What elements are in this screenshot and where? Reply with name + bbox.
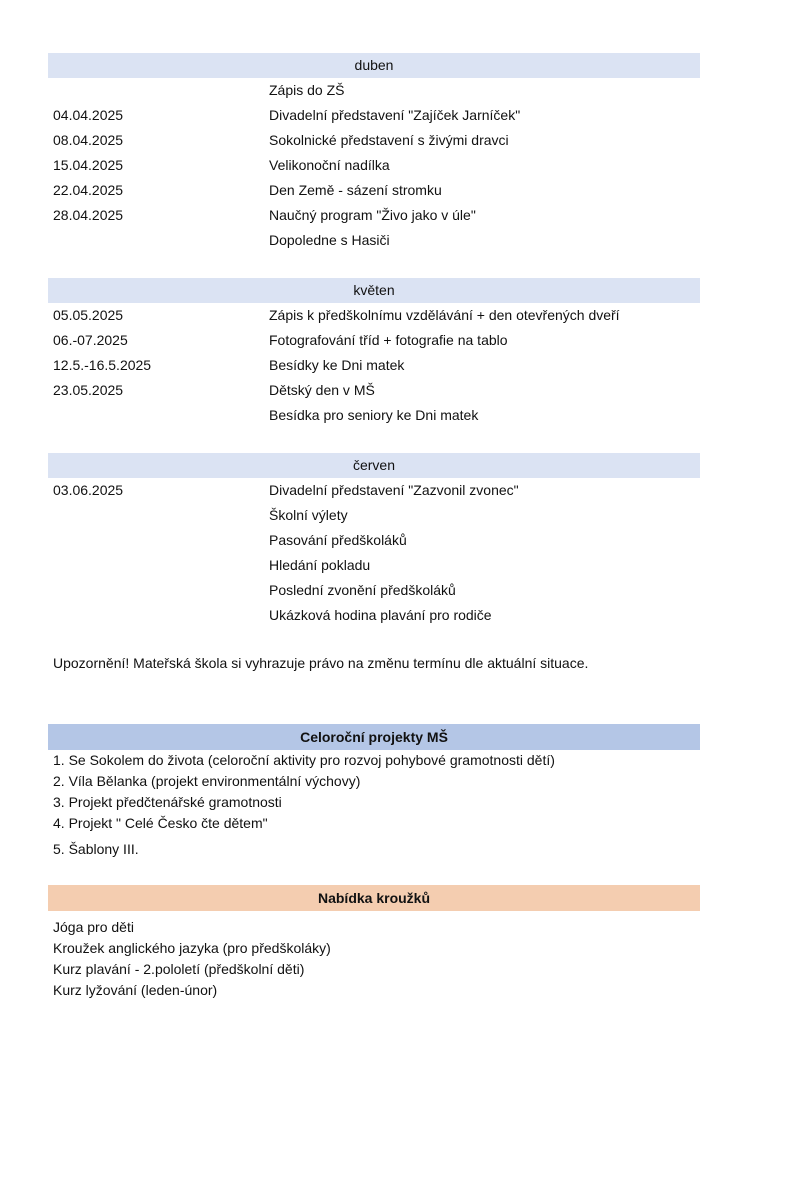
event-name: Dopoledne s Hasiči xyxy=(269,232,390,248)
table-row xyxy=(48,353,700,378)
table-row xyxy=(48,103,700,128)
month-header-april: duben xyxy=(48,53,700,78)
event-name: Divadelní představení "Zazvonil zvonec" xyxy=(269,482,519,498)
table-row xyxy=(48,328,700,353)
event-date: 23.05.2025 xyxy=(53,382,124,398)
event-name: Besídky ke Dni matek xyxy=(269,357,405,373)
event-name: Sokolnické představení s živými dravci xyxy=(269,132,509,148)
clubs-list xyxy=(53,917,331,1001)
list-item: 3. Projekt předčtenářské gramotnosti xyxy=(53,794,282,810)
event-name: Pasování předškoláků xyxy=(269,532,407,548)
event-name: Divadelní představení "Zajíček Jarníček" xyxy=(269,107,521,123)
event-name: Besídka pro seniory ke Dni matek xyxy=(269,407,479,423)
event-date: 05.05.2025 xyxy=(53,307,124,323)
table-row xyxy=(48,153,700,178)
month-header-june: červen xyxy=(48,453,700,478)
table-row xyxy=(48,603,700,628)
event-name: Naučný program "Živo jako v úle" xyxy=(269,207,476,223)
event-date: 12.5.-16.5.2025 xyxy=(53,357,152,373)
event-name: Velikonoční nadílka xyxy=(269,157,390,173)
event-date: 04.04.2025 xyxy=(53,107,124,123)
event-date: 03.06.2025 xyxy=(53,482,124,498)
table-row xyxy=(48,478,700,503)
event-date: 22.04.2025 xyxy=(53,182,124,198)
projects-header: Celoroční projekty MŠ xyxy=(48,724,700,750)
table-row xyxy=(48,578,700,603)
event-date: 28.04.2025 xyxy=(53,207,124,223)
table-row xyxy=(48,228,700,253)
projects-list xyxy=(53,750,555,861)
list-item: 5. Šablony III. xyxy=(53,841,139,857)
list-item: 1. Se Sokolem do života (celoroční aktivity pro rozvoj pohybové gramotnosti dětí) xyxy=(53,752,555,768)
event-name: Den Země - sázení stromku xyxy=(269,182,442,198)
table-row xyxy=(48,553,700,578)
list-item: Kurz plavání - 2.pololetí (předškolní děti) xyxy=(53,961,305,977)
list-item: Kroužek anglického jazyka (pro předškoláky) xyxy=(53,940,331,956)
event-date: 06.-07.2025 xyxy=(53,332,128,348)
table-row xyxy=(48,528,700,553)
month-header-may: květen xyxy=(48,278,700,303)
table-row xyxy=(48,128,700,153)
list-item: 2. Víla Bělanka (projekt environmentální výchovy) xyxy=(53,773,361,789)
event-name: Poslední zvonění předškoláků xyxy=(269,582,456,598)
spacer xyxy=(48,253,700,278)
event-name: Zápis do ZŠ xyxy=(269,82,345,98)
clubs-header: Nabídka kroužků xyxy=(48,885,700,911)
event-date: 15.04.2025 xyxy=(53,157,124,173)
event-name: Dětský den v MŠ xyxy=(269,382,375,398)
table-row xyxy=(48,378,700,403)
event-date: 08.04.2025 xyxy=(53,132,124,148)
event-name: Školní výlety xyxy=(269,507,348,523)
table-row xyxy=(48,303,700,328)
table-row xyxy=(48,178,700,203)
event-name: Zápis k předškolnímu vzdělávání + den otevřených dveří xyxy=(269,307,620,323)
list-item: Jóga pro děti xyxy=(53,919,134,935)
spacer xyxy=(48,428,700,453)
list-item: Kurz lyžování (leden-únor) xyxy=(53,982,218,998)
event-name: Fotografování tříd + fotografie na tablo xyxy=(269,332,508,348)
event-name: Hledání pokladu xyxy=(269,557,371,573)
table-row xyxy=(48,503,700,528)
notice-text: Upozornění! Mateřská škola si vyhrazuje právo na změnu termínu dle aktuální situace. xyxy=(53,655,589,671)
monthly-schedule xyxy=(48,53,700,628)
table-row xyxy=(48,403,700,428)
list-item: 4. Projekt " Celé Česko čte dětem" xyxy=(53,815,268,831)
table-row xyxy=(48,203,700,228)
table-row xyxy=(48,78,700,103)
event-name: Ukázková hodina plavání pro rodiče xyxy=(269,607,492,623)
